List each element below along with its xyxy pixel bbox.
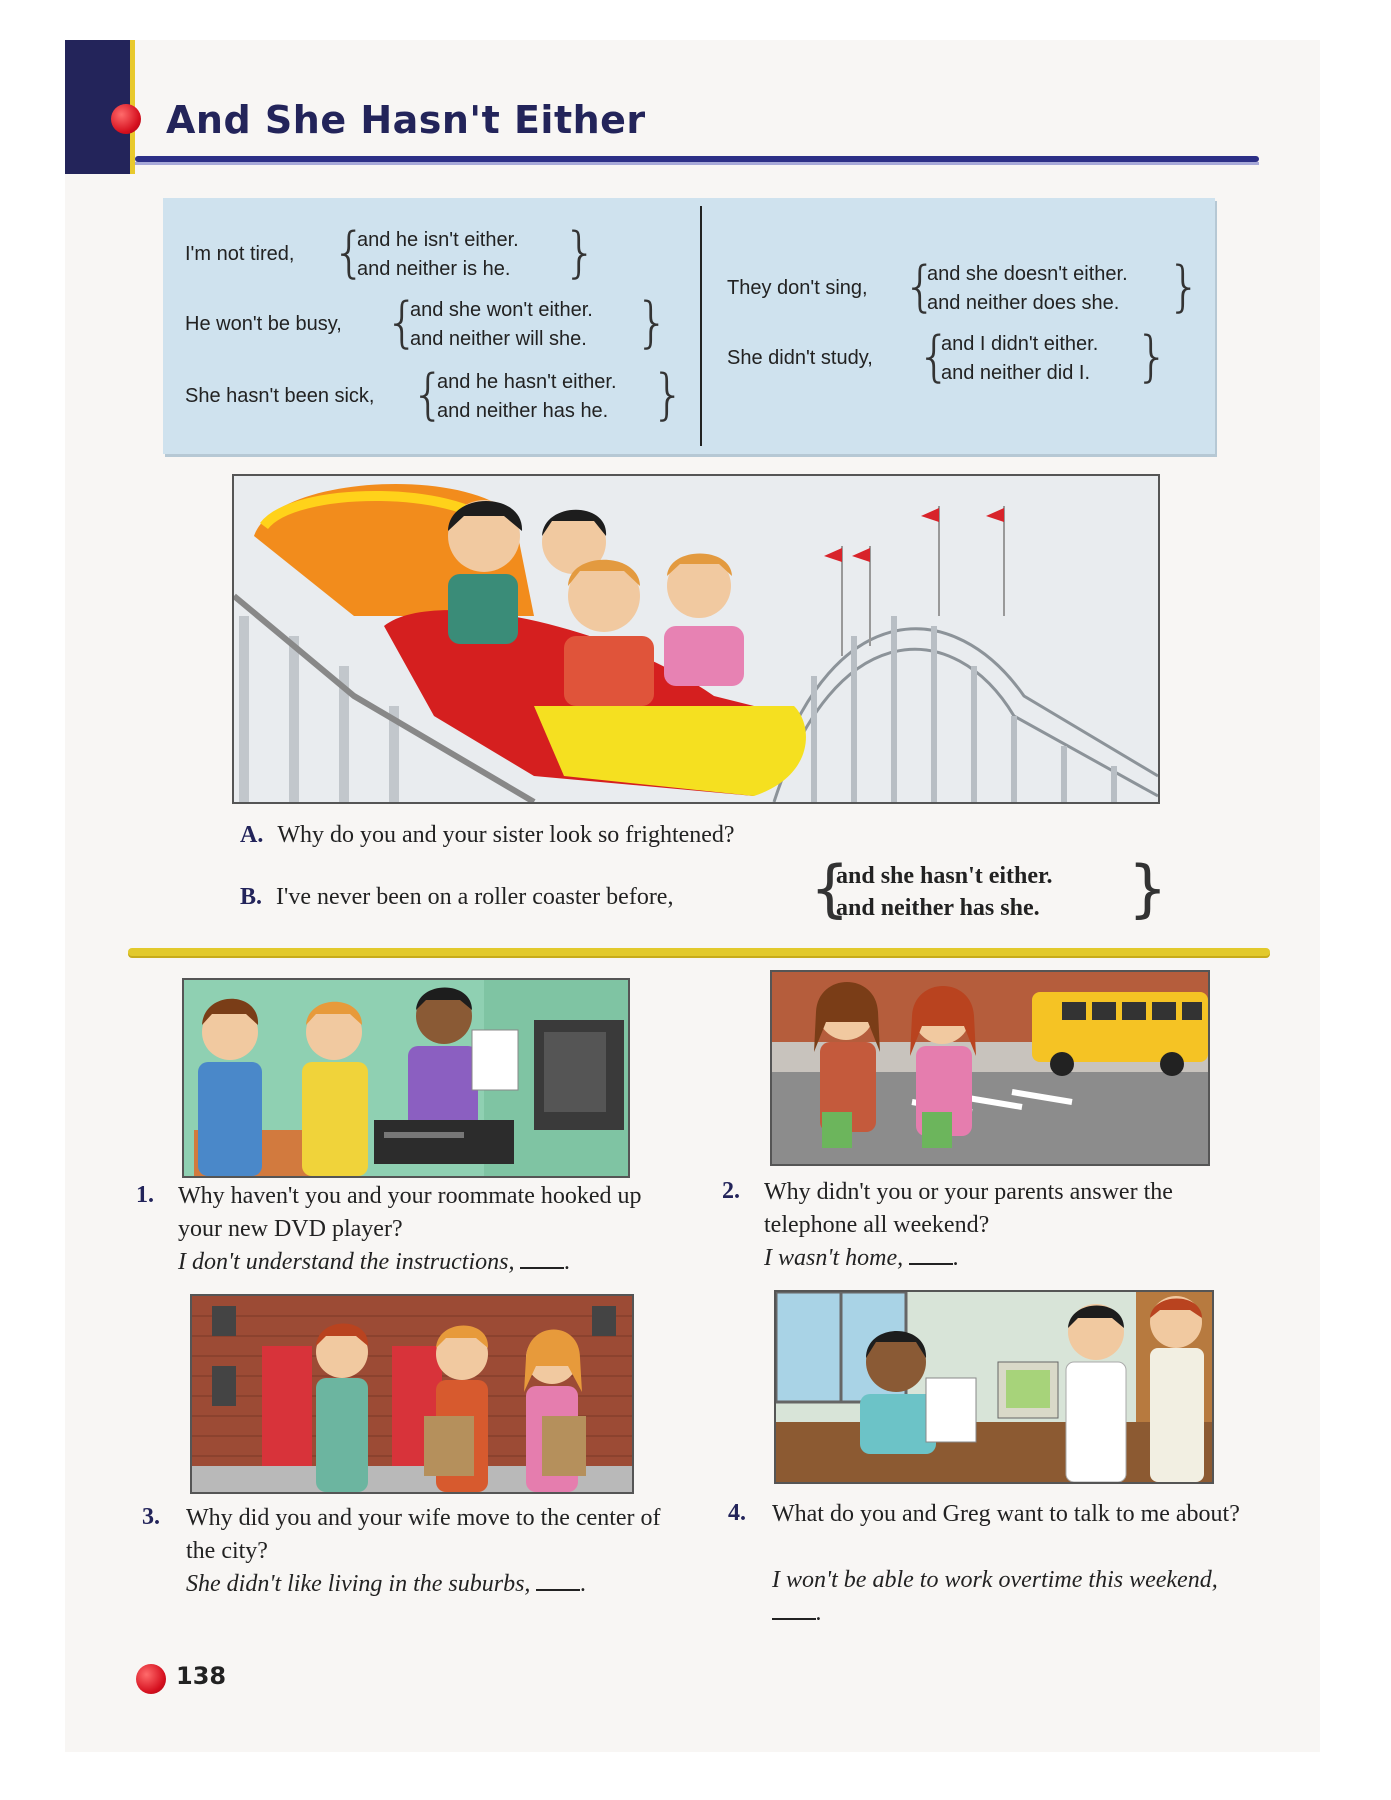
answer-text: I don't understand the instructions, bbox=[178, 1249, 515, 1275]
exercise-question: Why did you and your wife move to the center of the city? bbox=[186, 1505, 661, 1564]
brace-right-icon: } bbox=[1167, 255, 1202, 318]
exercise-number: 2. bbox=[722, 1178, 740, 1204]
grammar-options bbox=[357, 226, 519, 284]
exercise-question: What do you and Greg want to talk to me about? bbox=[772, 1501, 1240, 1527]
grammar-option: and she doesn't either. bbox=[927, 263, 1128, 285]
answer-end: . bbox=[580, 1571, 587, 1597]
speaker-label: B. bbox=[240, 884, 263, 910]
grammar-lead: She hasn't been sick, bbox=[185, 385, 375, 407]
grammar-option: and she won't either. bbox=[410, 299, 593, 321]
brace-left-icon: { bbox=[411, 363, 446, 426]
grammar-options bbox=[927, 260, 1128, 318]
page-number: 138 bbox=[176, 1662, 227, 1690]
title-underline-shadow bbox=[135, 162, 1259, 165]
grammar-lead: They don't sing, bbox=[727, 277, 868, 299]
brace-left-icon: { bbox=[332, 221, 367, 284]
model-line-b bbox=[240, 884, 673, 911]
grammar-option: and he isn't either. bbox=[357, 229, 519, 251]
exercise-number: 4. bbox=[728, 1500, 746, 1526]
roller-coaster-illustration bbox=[232, 474, 1160, 804]
brace-right-icon: } bbox=[651, 363, 686, 426]
grammar-lead: I'm not tired, bbox=[185, 243, 295, 265]
brace-left-icon: { bbox=[385, 291, 420, 354]
dialog-option: and neither has she. bbox=[836, 895, 1040, 921]
grammar-option: and neither did I. bbox=[941, 362, 1090, 384]
speaker-label: A. bbox=[240, 822, 264, 848]
brace-left-icon: { bbox=[903, 255, 938, 318]
dialog-text: Why do you and your sister look so frightened? bbox=[277, 822, 735, 848]
grammar-lead: She didn't study, bbox=[727, 347, 873, 369]
brace-left-icon: { bbox=[917, 325, 952, 388]
answer-blank[interactable] bbox=[536, 1575, 580, 1591]
answer-blank[interactable] bbox=[909, 1249, 953, 1265]
exercise-question: Why haven't you and your roommate hooked up your new DVD player? bbox=[178, 1183, 642, 1242]
title-bullet-icon bbox=[111, 104, 141, 134]
grammar-options bbox=[941, 330, 1098, 388]
model-line-a bbox=[240, 822, 735, 849]
answer-blank[interactable] bbox=[520, 1253, 564, 1269]
brace-left-icon: { bbox=[810, 852, 850, 925]
answer-end: . bbox=[816, 1600, 822, 1626]
grammar-option: and I didn't either. bbox=[941, 333, 1099, 355]
exercise-answer bbox=[764, 1242, 1164, 1275]
grammar-options bbox=[410, 296, 593, 354]
exercise-answer bbox=[772, 1564, 1242, 1630]
exercise-answer bbox=[178, 1246, 678, 1279]
answer-text: I wasn't home, bbox=[764, 1245, 904, 1271]
grammar-lead: He won't be busy, bbox=[185, 313, 342, 335]
brace-right-icon: } bbox=[563, 221, 598, 284]
exercise-answer bbox=[186, 1568, 646, 1601]
answer-end: . bbox=[953, 1245, 960, 1271]
school-bus-illustration bbox=[770, 970, 1210, 1166]
dvd-player-illustration bbox=[182, 978, 630, 1178]
page-bullet-icon bbox=[136, 1664, 166, 1694]
grammar-options bbox=[437, 368, 617, 426]
answer-blank[interactable] bbox=[772, 1604, 816, 1620]
office-illustration bbox=[774, 1290, 1214, 1484]
page-title: And She Hasn't Either bbox=[166, 98, 646, 142]
model-options bbox=[836, 860, 1053, 924]
answer-text: I won't be able to work overtime this weekend, bbox=[772, 1567, 1218, 1593]
exercise-question: Why didn't you or your parents answer the telephone all weekend? bbox=[764, 1179, 1173, 1238]
grammar-divider bbox=[700, 206, 702, 446]
brace-right-icon: } bbox=[1135, 325, 1170, 388]
answer-end: . bbox=[564, 1249, 571, 1275]
brace-right-icon: } bbox=[1128, 852, 1168, 925]
section-divider bbox=[128, 948, 1270, 956]
grammar-option: and neither does she. bbox=[927, 292, 1120, 314]
exercise-number: 3. bbox=[142, 1504, 160, 1530]
grammar-option: and he hasn't either. bbox=[437, 371, 617, 393]
grammar-option: and neither will she. bbox=[410, 328, 587, 350]
grammar-option: and neither has he. bbox=[437, 400, 609, 422]
dialog-text: I've never been on a roller coaster before, bbox=[276, 884, 674, 910]
answer-text: She didn't like living in the suburbs, bbox=[186, 1571, 531, 1597]
grammar-option: and neither is he. bbox=[357, 258, 511, 280]
dialog-option: and she hasn't either. bbox=[836, 863, 1053, 889]
exercise-number: 1. bbox=[136, 1182, 154, 1208]
brace-right-icon: } bbox=[635, 291, 670, 354]
city-street-illustration bbox=[190, 1294, 634, 1494]
